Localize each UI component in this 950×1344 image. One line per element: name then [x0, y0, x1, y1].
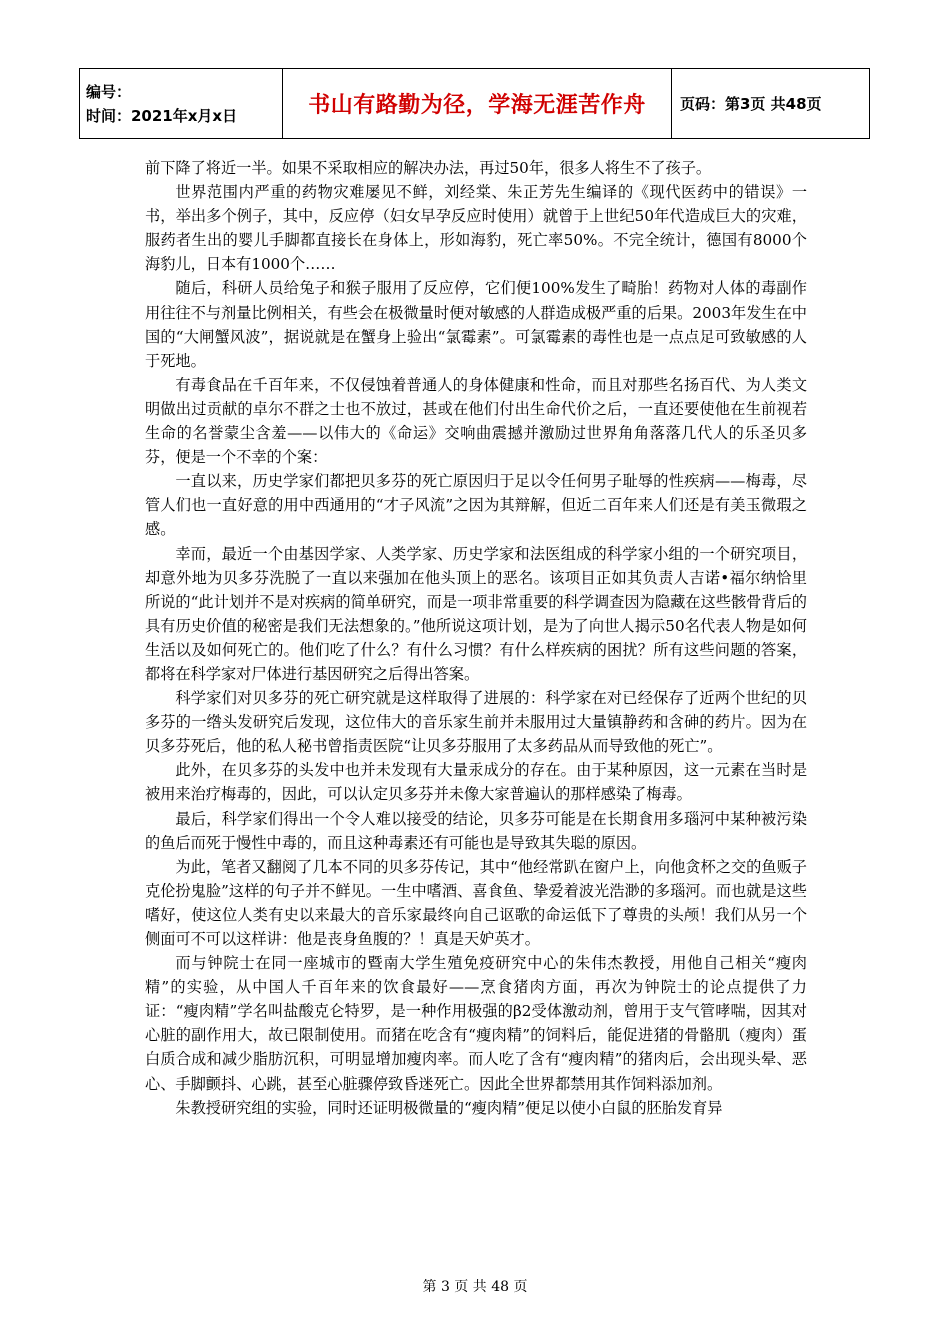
paragraph: 最后，科学家们得出一个令人难以接受的结论，贝多芬可能是在长期食用多瑙河中某种被污染的鱼后而死于慢性中毒的，而且这种毒素还有可能也是导致其失聪的原因。 — [145, 809, 807, 852]
header-meta — [80, 69, 283, 139]
header-motto: 书山有路勤为径，学海无涯苦作舟 — [283, 69, 672, 139]
paragraph: 前下降了将近一半。如果不采取相应的解决办法，再过50年，很多人将生不了孩子。 — [145, 159, 712, 177]
document-body — [145, 156, 807, 1120]
paragraph: 此外，在贝多芬的头发中也并未发现有大量汞成分的存在。由于某种原因，这一元素在当时是被用来治疗梅毒的，因此，可以认定贝多芬并未像大家普遍认的那样感染了梅毒。 — [145, 761, 807, 804]
header-page-info: 页码：第3页 共48页 — [672, 69, 870, 139]
paragraph: 随后，科研人员给兔子和猴子服用了反应停，它们便100%发生了畸胎！药物对人体的毒副作用往往不与剂量比例相关，有些会在极微量时便对敏感的人群造成极严重的后果。2003年发生在中国的“大闸蟹风波”，据说就是在蟹身上验出“氯霉素”。可氯霉素的毒性也是一点点足可致敏感的人于死地。 — [145, 279, 807, 370]
paragraph: 有毒食品在千百年来，不仅侵蚀着普通人的身体健康和性命，而且对那些名扬百代、为人类文明做出过贡献的卓尔不群之士也不放过，甚或在他们付出生命代价之后，一直还要使他在生前视若生命的名誉蒙尘含羞——以伟大的《命运》交响曲震撼并激励过世界角角落落几代人的乐圣贝多芬，便是一个不幸的个案： — [145, 375, 807, 467]
paragraph: 一直以来，历史学家们都把贝多芬的死亡原因归于足以令任何男子耻辱的性疾病——梅毒，尽管人们也一直好意的用中西通用的“才子风流”之因为其辩解，但近二百年来人们还是有美玉微瑕之感。 — [145, 472, 807, 539]
paragraph: 科学家们对贝多芬的死亡研究就是这样取得了进展的：科学家在对已经保存了近两个世纪的贝多芬的一绺头发研究后发现，这位伟大的音乐家生前并未服用过大量镇静药和含砷的药片。因为在贝多芬死后，他的私人秘书曾指责医院“让贝多芬服用了太多药品从而导致他的死亡”。 — [145, 689, 807, 756]
page-footer: 第 3 页 共 48 页 — [422, 1279, 528, 1295]
paragraph: 而与钟院士在同一座城市的暨南大学生殖免疫研究中心的朱伟杰教授，用他自己相关“瘦肉精”的实验，从中国人千百年来的饮食最好——烹食猪肉方面，再次为钟院士的论点提供了力证：“瘦肉精”学名叫盐酸克仑特罗，是一种作用极强的β2受体激动剂，曾用于支气管哮喘，因其对心脏的副作用大，故已限制使用。而猪在吃含有“瘦肉精”的饲料后，能促进猪的骨骼肌（瘦肉）蛋白质合成和减少脂肪沉积，可明显增加瘦肉率。而人吃了含有“瘦肉精”的猪肉后，会出现头晕、恶心、手脚颤抖、心跳，甚至心脏骤停致昏迷死亡。因此全世界都禁用其作饲料添加剂。 — [145, 954, 807, 1093]
page-header — [79, 68, 870, 139]
paragraph: 幸而，最近一个由基因学家、人类学家、历史学家和法医组成的科学家小组的一个研究项目，却意外地为贝多芬洗脱了一直以来强加在他头顶上的恶名。该项目正如其负责人吉诺•福尔纳恰里所说的“此计划并不是对疾病的简单研究，而是一项非常重要的科学调查因为隐藏在这些骸骨背后的具有历史价值的秘密是我们无法想象的。”他所说这项计划，是为了向世人揭示50名代表人物是如何生活以及如何死亡的。他们吃了什么？有什么习惯？有什么样疾病的困扰？所有这些问题的答案，都将在科学家对尸体进行基因研究之后得出答案。 — [145, 544, 807, 683]
header-number-label: 编号： — [86, 82, 132, 101]
header-date: 时间：2021年x月x日 — [86, 106, 238, 125]
paragraph: 世界范围内严重的药物灾难屡见不鲜，刘经棠、朱正芳先生编译的《现代医药中的错误》一书，举出多个例子，其中，反应停（妇女早孕反应时使用）就曾于上世纪50年代造成巨大的灾难，服药者生出的婴儿手脚都直接长在身体上，形如海豹，死亡率50%。不完全统计，德国有8000个海豹儿，日本有1000个…… — [145, 183, 807, 274]
paragraph: 朱教授研究组的实验，同时还证明极微量的“瘦肉精”便足以使小白鼠的胚胎发育异 — [175, 1098, 723, 1117]
paragraph: 为此，笔者又翻阅了几本不同的贝多芬传记，其中“他经常趴在窗户上，向他贪杯之交的鱼贩子克伦扮鬼脸”这样的句子并不鲜见。一生中嗜酒、喜食鱼、挚爱着波光浩渺的多瑙河。而也就是这些嗜好，使这位人类有史以来最大的音乐家最终向自己讴歌的命运低下了尊贵的头颅！我们从另一个侧面可不可以这样讲：他是丧身鱼腹的？！真是天妒英才。 — [145, 857, 807, 948]
